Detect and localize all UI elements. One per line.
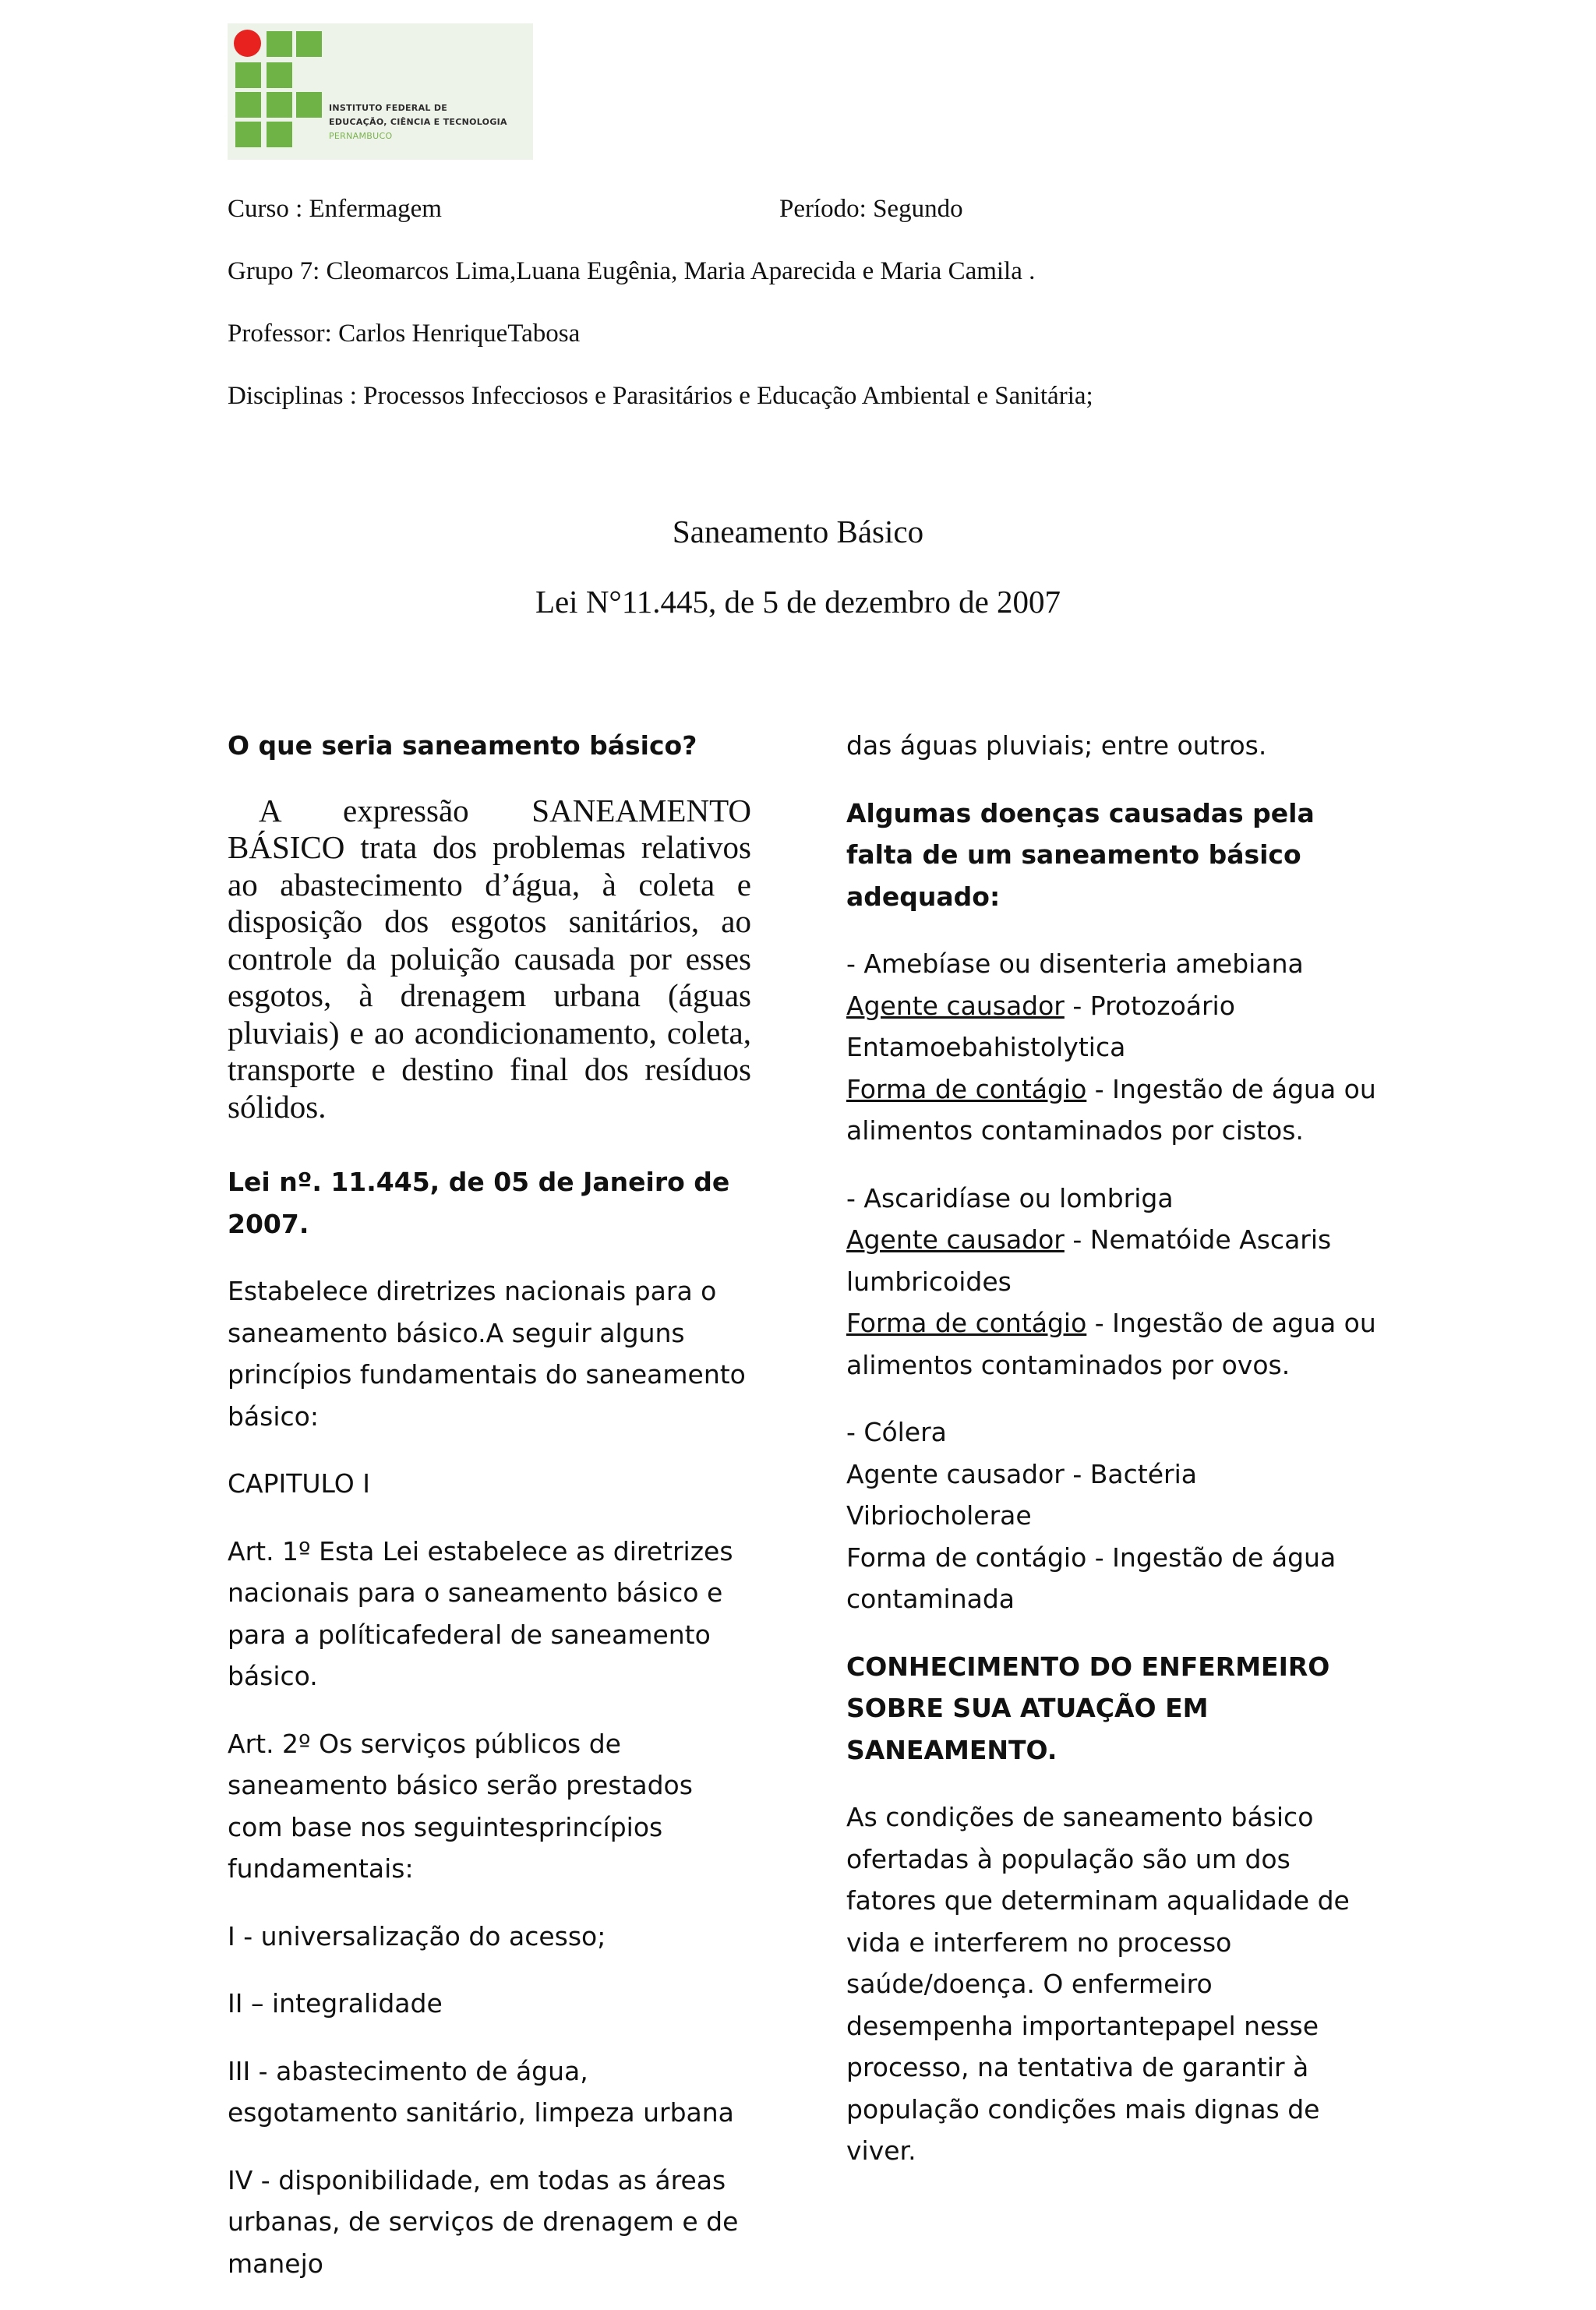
curso-line: Curso : Enfermagem [228,195,442,223]
intro-paragraph: A expressão SANEAMENTO BÁSICO trata dos problemas relativos ao abastecimento d’água, à coleta e disposição dos esgotos sanitários, ao controle da poluição causada por esses esgotos, à drenagem urbana (águas pluviais) e ao acondicionamento, coleta, transporte e destino final dos resíduos sólidos. [228,792,751,1125]
document-subtitle: Lei N°11.445, de 5 de dezembro de 2007 [535,584,1061,620]
lei-heading: Lei nº. 11.445, de 05 de Janeiro de 2007. [228,1167,730,1239]
principle-4: IV - disponibilidade, em todas as áreas urbanas, de serviços de drenagem e de manejo [228,2164,739,2279]
agente-value: - Protozoário Entamoebahistolytica [846,990,1235,1062]
art2-paragraph: Art. 2º Os serviços públicos de saneamento básico serão prestados com base nos seguintesprincípios fundamentais: [228,1728,693,1884]
principle-1: I - universalização do acesso; [228,1920,606,1951]
disciplinas-line: Disciplinas : Processos Infecciosos e Parasitários e Educação Ambiental e Sanitária; [228,382,1093,410]
logo-text-line1: INSTITUTO FEDERAL DE [329,103,448,113]
right-column [846,725,1376,2198]
institution-logo [228,23,533,160]
professor-line: Professor: Carlos HenriqueTabosa [228,320,581,348]
left-column [228,725,751,2310]
forma-label: Forma de contágio [846,1308,1087,1338]
document-title: Saneamento Básico [672,514,924,549]
agente-value: - Nematóide Ascaris lumbricoides [846,1224,1332,1297]
disease-name: - Amebíase ou disenteria amebiana [846,948,1304,979]
agente-label: Agente causador [846,990,1065,1021]
art1-paragraph: Art. 1º Esta Lei estabelece as diretrizes nacionais para o saneamento básico e para a políticafederal de saneamento básico. [228,1535,733,1691]
agente-label: Agente causador [846,1224,1065,1255]
forma-value: - Ingestão de agua ou alimentos contaminados por ovos. [846,1308,1376,1380]
capitulo-heading: CAPITULO I [228,1468,370,1499]
doencas-heading: Algumas doenças causadas pela falta de um saneamento básico adequado: [846,797,1315,912]
forma-label: Forma de contágio [846,1073,1087,1104]
disease-amebiase [846,943,1376,1152]
grupo-line: Grupo 7: Cleomarcos Lima,Luana Eugênia, Maria Aparecida e Maria Camila . [228,257,1036,285]
periodo-line: Período: Segundo [779,195,963,223]
disease-name: - Ascaridíase ou lombriga [846,1182,1174,1213]
agente-line: Agente causador - Bactéria Vibriocholerae [846,1458,1197,1531]
continuation-text: das águas pluviais; entre outros. [846,730,1267,761]
question-heading: O que seria saneamento básico? [228,730,697,761]
disease-colera [846,1411,1376,1620]
disease-ascaridiase [846,1178,1376,1386]
forma-line: Forma de contágio - Ingestão de água contaminada [846,1542,1336,1614]
principle-3: III - abastecimento de água, esgotamento sanitário, limpeza urbana [228,2055,734,2128]
logo-text-line2: EDUCAÇÃO, CIÊNCIA E TECNOLOGIA [329,117,507,127]
disease-name: - Cólera [846,1417,947,1447]
logo-red-circle [234,30,261,57]
conhecimento-heading: CONHECIMENTO DO ENFERMEIRO SOBRE SUA ATUAÇÃO EM SANEAMENTO. [846,1651,1330,1765]
forma-value: - Ingestão de água ou alimentos contaminados por cistos. [846,1073,1376,1146]
logo-text-line3: PERNAMBUCO [329,131,393,141]
principle-2: II – integralidade [228,1988,443,2019]
condicoes-paragraph: As condições de saneamento básico ofertadas à população são um dos fatores que determinam aqualidade de vida e interferem no processo saúde/doença. O enfermeiro desempenha importantepapel nesse processo, na tentativa de garantir à população condições mais dignas de viver. [846,1802,1350,2166]
estabelece-paragraph: Estabelece diretrizes nacionais para o saneamento básico.A seguir alguns princípios fundamentais do saneamento básico: [228,1276,746,1432]
